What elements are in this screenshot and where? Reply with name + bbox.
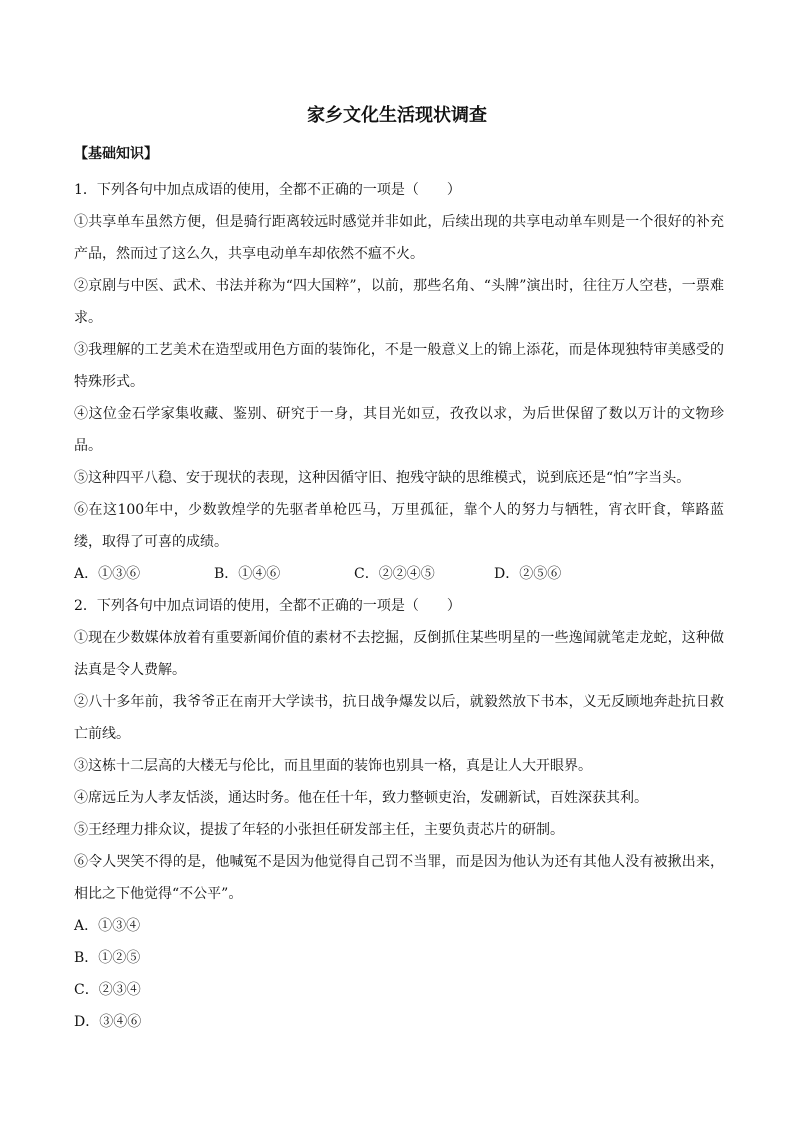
question-2-option-a: A．①③④ xyxy=(74,918,141,934)
question-2-item-4: ④席远丘为人孝友恬淡，通达时务。他在任十年，致力整顿吏治，发硎新试，百姓深获其利。 xyxy=(74,790,648,806)
question-1-option-a: A．①③⑥ xyxy=(74,566,141,582)
question-2-item-3: ③这栋十二层高的大楼无与伦比，而且里面的装饰也别具一格，真是让人大开眼界。 xyxy=(74,758,592,774)
question-2-item-5: ⑤王经理力排众议，提拔了年轻的小张担任研发部主任，主要负责芯片的研制。 xyxy=(74,822,564,838)
question-1-item-4: ④这位金石学家集收藏、鉴别、研究于一身，其目光如豆，孜孜以求，为后世保留了数以万计的文物珍品。 xyxy=(74,406,724,454)
question-1-item-1: ①共享单车虽然方便，但是骑行距离较远时感觉并非如此，后续出现的共享电动单车则是一个很好的补充产品，然而过了这么久，共享电动单车却依然不瘟不火。 xyxy=(74,214,724,262)
question-1-options xyxy=(74,558,724,590)
document-title: 家乡文化生活现状调查 xyxy=(307,105,487,126)
question-2-option-d: D．③④⑥ xyxy=(74,1014,142,1030)
question-2-option-c: C．②③④ xyxy=(74,982,141,998)
document-content xyxy=(74,174,724,1038)
question-1-option-b: B．①④⑥ xyxy=(214,566,281,582)
question-1-item-5: ⑤这种四平八稳、安于现状的表现，这种因循守旧、抱残守缺的思维模式，说到底还是“怕”字当头。 xyxy=(74,470,691,486)
question-2-option-b: B．①②⑤ xyxy=(74,950,141,966)
question-1-stem: 1．下列各句中加点成语的使用，全都不正确的一项是（ ） xyxy=(74,182,461,198)
question-2-item-1: ①现在少数媒体放着有重要新闻价值的素材不去挖掘，反倒抓住某些明星的一些逸闻就笔走龙蛇，这种做法真是令人费解。 xyxy=(74,630,724,678)
question-1-item-6: ⑥在这100年中，少数敦煌学的先驱者单枪匹马，万里孤征，靠个人的努力与牺牲，宵衣旰食，筚路蓝缕，取得了可喜的成绩。 xyxy=(74,502,724,550)
question-1-item-2: ②京剧与中医、武术、书法并称为“四大国粹”，以前，那些名角、“头牌”演出时，往往万人空巷，一票难求。 xyxy=(74,278,724,326)
question-2-item-6: ⑥令人哭笑不得的是，他喊冤不是因为他觉得自己罚不当罪，而是因为他认为还有其他人没有被揪出来，相比之下他觉得“不公平”。 xyxy=(74,854,724,902)
question-1-item-3: ③我理解的工艺美术在造型或用色方面的装饰化，不是一般意义上的锦上添花，而是体现独特审美感受的特殊形式。 xyxy=(74,342,724,390)
question-2-item-2: ②八十多年前，我爷爷正在南开大学读书，抗日战争爆发以后，就毅然放下书本，义无反顾地奔赴抗日救亡前线。 xyxy=(74,694,724,742)
section-heading: 【基础知识】 xyxy=(74,146,158,162)
question-2-stem: 2．下列各句中加点词语的使用，全都不正确的一项是（ ） xyxy=(74,598,461,614)
question-1-option-d: D．②⑤⑥ xyxy=(494,566,562,582)
question-1-option-c: C．②②④⑤ xyxy=(354,566,435,582)
